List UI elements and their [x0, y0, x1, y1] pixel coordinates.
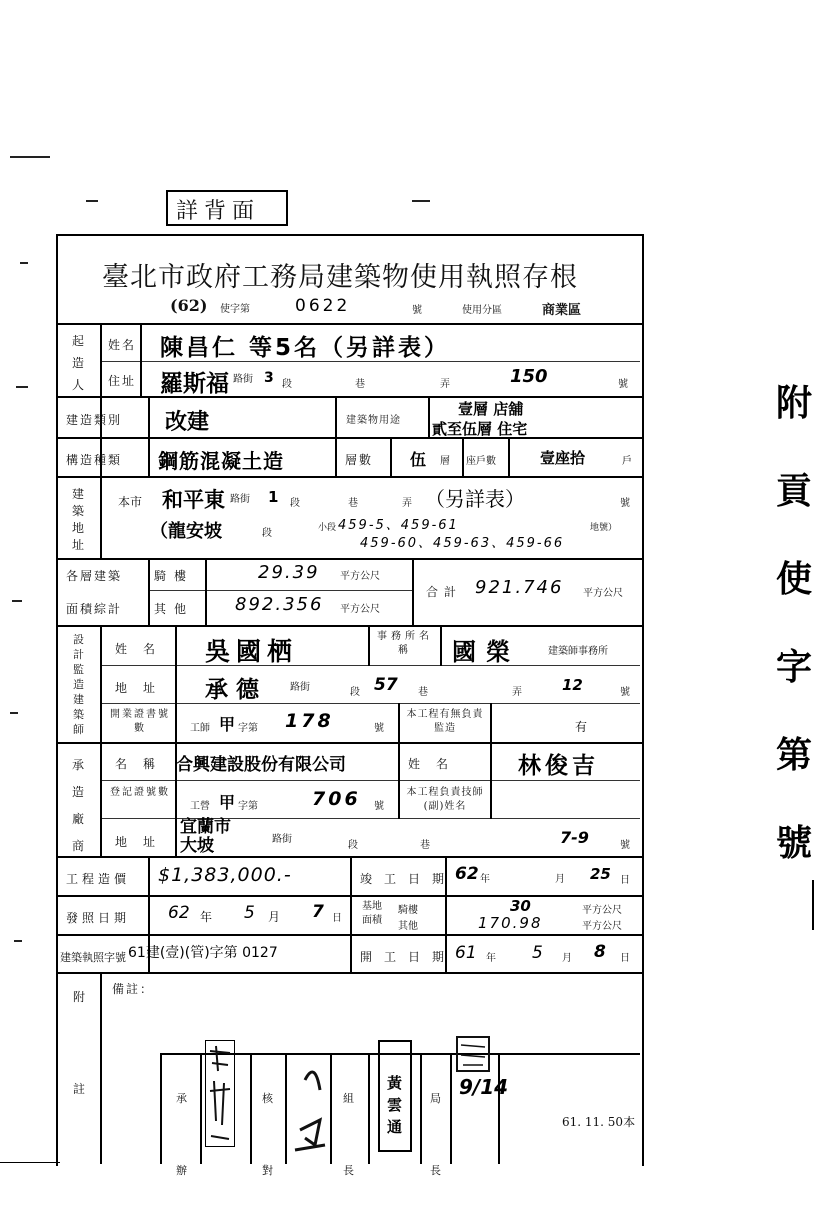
start-month: 5: [532, 943, 543, 963]
designer-license-prefix: 工師: [190, 723, 210, 734]
rule: [490, 703, 492, 743]
rule: [56, 323, 642, 325]
site-arcade-value: 30: [510, 897, 531, 915]
completion-label: 竣工日期: [360, 872, 457, 886]
area-other-unit: 平方公尺: [340, 604, 380, 615]
issue-month: 5: [244, 903, 255, 923]
zone-label: 使用分區: [462, 305, 502, 316]
designer-address-lane-label: 巷: [418, 687, 428, 698]
site-arcade-unit: 平方公尺: [582, 905, 622, 916]
category-label: 建造類別: [66, 413, 123, 427]
designer-address-section-label: 段: [350, 687, 360, 698]
use-line1: 壹層 店舖: [458, 400, 524, 418]
site-land-section-label: 段: [262, 528, 272, 539]
attach-label: 附: [73, 990, 88, 1004]
scan-speck: [16, 386, 28, 388]
rule: [368, 625, 370, 666]
area-arcade-label: 騎樓: [154, 569, 195, 583]
designer-address-lane: 57: [374, 675, 398, 695]
rule: [398, 703, 400, 743]
contractor-address-section-label: 段: [348, 840, 358, 851]
site-lots-line2: 459-60、459-63、459-66: [360, 536, 565, 551]
form-frame: [56, 234, 644, 1166]
issue-month-unit: 月: [268, 910, 281, 924]
area-total-value: 921.746: [475, 577, 564, 598]
contractor-address-road: 路街: [272, 834, 292, 845]
owner-section-label: 起造人: [72, 334, 87, 392]
side-text: 附貢使字第號: [776, 383, 813, 864]
area-other-value: 892.356: [235, 594, 324, 615]
households-unit: 戶: [622, 456, 632, 467]
rule: [56, 396, 642, 398]
footer-col-3: 組長: [343, 1092, 354, 1177]
rule: [285, 1053, 287, 1164]
site-section-num: 1: [268, 488, 279, 506]
area-total-unit: 平方公尺: [583, 588, 623, 599]
completion-year: 62: [455, 864, 479, 884]
rule: [175, 625, 177, 857]
rule: [56, 742, 642, 744]
designer-license-class: 甲: [219, 715, 236, 734]
permit-suffix: 號: [412, 305, 422, 316]
site-arcade-label: 騎樓: [398, 905, 418, 916]
owner-address-label: 住址: [108, 374, 137, 388]
rule: [398, 742, 400, 819]
category-value: 改建: [165, 410, 210, 435]
scan-speck: [20, 262, 28, 264]
issue-day-unit: 日: [332, 913, 342, 924]
site-land-section: （龍安坡: [150, 521, 222, 542]
owner-address-lane-label: 巷: [355, 379, 365, 390]
use-label: 建築物用途: [346, 415, 401, 426]
owner-address-alley-label: 弄: [440, 379, 450, 390]
site-area-label: 基地面積: [362, 901, 382, 926]
owner-address-road: 路街: [233, 374, 253, 385]
start-year-unit: 年: [486, 953, 496, 964]
owner-address-number-label: 號: [618, 379, 628, 390]
rule: [56, 558, 642, 560]
contractor-reg-number: 706: [312, 788, 361, 810]
contractor-person-value: 林俊吉: [518, 753, 599, 779]
signature-2-marks: [290, 1050, 330, 1160]
rule: [100, 703, 640, 704]
cost-value: $1,383,000.-: [158, 864, 292, 886]
permit-label: 建築執照字號: [60, 951, 126, 964]
rule: [100, 972, 102, 1164]
rule: [148, 590, 413, 591]
rule: [200, 1053, 202, 1164]
zone-value: 商業區: [542, 303, 582, 318]
rule: [56, 895, 642, 897]
footer-col-2: 核對: [262, 1092, 273, 1177]
designer-name-label: 姓名: [115, 642, 172, 656]
designer-supervise-label: 本工程有無負責監造: [406, 709, 484, 734]
seal-stamp: [205, 1040, 235, 1147]
rule: [462, 437, 464, 477]
contractor-address-number-label: 號: [620, 840, 630, 851]
side-mark: [812, 880, 814, 930]
issue-label: 發照日期: [66, 911, 131, 925]
designer-address-number: 12: [562, 676, 583, 694]
completion-day: 25: [590, 865, 611, 883]
owner-address-value: 羅斯福: [160, 371, 229, 397]
contractor-reg-mid: 字第: [238, 801, 258, 812]
contractor-engineer-label: 本工程負責技師(副)姓名: [406, 787, 484, 812]
designer-license-label: 開業證書號數: [110, 709, 170, 734]
site-land-no-label: 地號）: [590, 523, 618, 533]
issue-year: 62: [168, 903, 190, 923]
site-other-unit: 平方公尺: [582, 921, 622, 932]
start-year: 61: [455, 943, 477, 963]
structure-label: 構造種類: [66, 453, 123, 467]
name-stamp: [378, 1040, 412, 1152]
designer-address-road: 路街: [290, 682, 310, 693]
permit-char: 使字第: [220, 304, 250, 315]
rule: [498, 1053, 500, 1164]
rule: [390, 437, 392, 477]
designer-license-suffix: 號: [374, 723, 384, 734]
rule: [148, 558, 150, 626]
start-day-unit: 日: [620, 953, 630, 964]
rule: [450, 1053, 452, 1164]
contractor-person-label: 姓名: [408, 757, 465, 771]
designer-supervise-value: 有: [575, 720, 588, 734]
start-label: 開工日期: [360, 950, 457, 964]
contractor-section-label: 承造廠商: [72, 758, 87, 853]
rule: [412, 558, 414, 626]
rule: [160, 1053, 162, 1164]
rule: [56, 856, 642, 858]
permit-line: [170, 296, 630, 320]
permit-number: 0622: [295, 296, 351, 316]
start-day: 8: [594, 942, 606, 962]
contractor-reg-class: 甲: [219, 793, 236, 812]
scan-edge: [0, 1162, 60, 1163]
header-tag-box: [166, 190, 288, 226]
site-alley-label: 弄: [402, 498, 412, 509]
footer-col-4: 局長: [430, 1092, 441, 1177]
use-line2: 貳至伍層 住宅: [432, 420, 528, 438]
note-label: 備註：: [112, 982, 155, 996]
site-lots-line1: 459-5、459-61: [338, 518, 459, 533]
area-section-label2: 面積綜計: [66, 602, 123, 616]
designer-address-label: 地址: [115, 681, 172, 695]
scan-speck: [412, 200, 430, 202]
rule: [100, 476, 102, 559]
owner-name-value: 陳昌仁 等5名（另詳表）: [160, 335, 451, 361]
contractor-name-label: 名稱: [115, 757, 172, 771]
name-stamp-text: 黃雲通: [387, 1074, 403, 1136]
completion-day-unit: 日: [620, 875, 630, 886]
signature-2: [290, 1050, 330, 1164]
owner-address-section-label: 段: [282, 379, 292, 390]
owner-name-label: 姓名: [108, 338, 137, 352]
completion-month-unit: 月: [555, 874, 565, 885]
designer-office-value: 國榮: [452, 638, 520, 666]
area-other-label: 其他: [154, 602, 195, 616]
rule: [368, 1053, 370, 1164]
area-arcade-unit: 平方公尺: [340, 571, 380, 582]
rule: [56, 934, 642, 936]
scan-speck: [86, 200, 98, 202]
rule: [335, 396, 337, 438]
rule: [56, 972, 642, 974]
rule: [490, 742, 492, 819]
form-title: 臺北市政府工務局建築物使用執照存根: [102, 262, 578, 293]
issue-day: 7: [312, 902, 324, 922]
rule: [250, 1053, 252, 1164]
permit-value: 61建(壹)(管)字第 0127: [128, 945, 278, 961]
designer-address-alley-label: 弄: [512, 687, 522, 698]
area-section-label1: 各層建築: [66, 569, 123, 583]
designer-license-number: 178: [285, 710, 334, 732]
households-value: 壹座拾: [540, 449, 586, 467]
floors-unit: 層: [440, 456, 450, 467]
contractor-address-lane-label: 巷: [420, 840, 430, 851]
attach-label2: 註: [73, 1082, 88, 1096]
site-note: （另詳表）: [425, 487, 525, 511]
rule: [330, 1053, 332, 1164]
rule: [56, 476, 642, 478]
site-section-label2: 段: [290, 498, 300, 509]
site-other-value: 170.98: [478, 914, 543, 932]
designer-office-label: 事務所名稱: [377, 631, 433, 656]
site-section-label: 建築地址: [72, 487, 87, 552]
area-total-label: 合計: [426, 585, 463, 599]
designer-address-number-label: 號: [620, 687, 630, 698]
contractor-address-value: 宜蘭市 大坡: [180, 817, 231, 856]
site-number-label: 號: [620, 498, 630, 509]
rule: [56, 625, 642, 627]
rule: [508, 437, 510, 477]
start-month-unit: 月: [562, 953, 572, 964]
rule: [335, 437, 337, 477]
issue-year-unit: 年: [200, 910, 213, 924]
rule: [205, 558, 207, 626]
scan-speck: [14, 940, 22, 942]
seal-stamp-marks: [206, 1041, 234, 1146]
site-road-suffix: 路街: [230, 494, 250, 505]
contractor-name-value: 合興建設股份有限公司: [176, 755, 346, 775]
rule: [100, 625, 102, 857]
site-lane-label: 巷: [348, 498, 358, 509]
header-tag: 詳背面: [176, 199, 261, 224]
rule: [100, 780, 640, 781]
structure-value: 鋼筋混凝土造: [158, 449, 284, 473]
area-arcade-value: 29.39: [258, 562, 320, 583]
scan-speck: [10, 712, 18, 714]
designer-name-value: 吳國栖: [205, 637, 299, 666]
contractor-reg-label: 登記證號數: [110, 787, 170, 798]
rule: [350, 856, 352, 973]
cost-label: 工程造價: [66, 872, 131, 886]
floors-label: 層數: [345, 453, 374, 467]
rule: [140, 323, 142, 397]
site-road: 和平東: [162, 488, 225, 512]
contractor-reg-prefix: 工營: [190, 801, 210, 812]
contractor-address-label: 地址: [115, 835, 172, 849]
footer-col-1: 承辦: [176, 1092, 187, 1177]
contractor-address-number: 7-9: [560, 828, 589, 847]
floors-value: 伍: [410, 450, 427, 469]
permit-code: (62): [170, 296, 208, 315]
date-stamp: [455, 1035, 509, 1150]
site-subsection-label: 小段: [318, 523, 337, 533]
scan-speck: [12, 600, 22, 602]
site-city: 本市: [118, 495, 143, 509]
designer-license-mid: 字第: [238, 723, 258, 734]
contractor-reg-suffix: 號: [374, 801, 384, 812]
scan-speck: [10, 156, 50, 158]
households-label: 座戶數: [466, 456, 496, 467]
site-other-label: 其他: [398, 921, 418, 932]
rule: [440, 625, 442, 666]
form-code: 61. 11. 50本: [562, 1115, 636, 1129]
designer-office-suffix: 建築師事務所: [548, 646, 608, 657]
designer-section-label: 設計監造建築師: [73, 633, 84, 736]
completion-year-unit: 年: [480, 874, 490, 885]
designer-address-value: 承德: [205, 677, 267, 703]
rule: [56, 437, 642, 439]
owner-address-section: 3: [264, 370, 274, 386]
date-stamp-text: 9/14: [459, 1075, 509, 1099]
rule: [420, 1053, 422, 1164]
rule: [148, 396, 150, 476]
rule: [100, 665, 640, 666]
rule: [428, 396, 430, 438]
owner-address-number: 150: [510, 366, 548, 387]
